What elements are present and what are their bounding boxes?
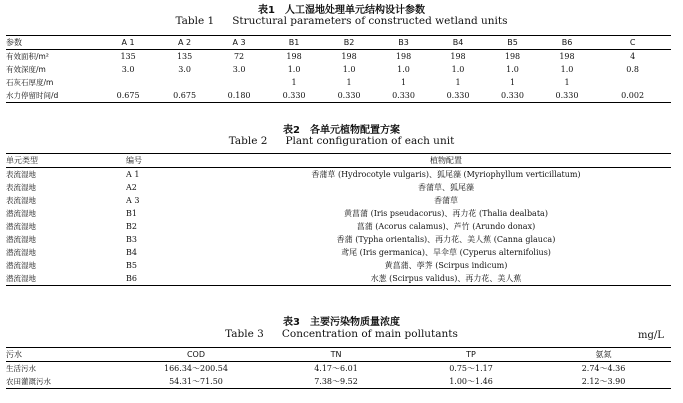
table-cell: 1.0 xyxy=(451,65,465,74)
table-row xyxy=(6,259,671,272)
table1-header: B3 xyxy=(376,36,430,50)
table-row xyxy=(6,272,671,286)
table-cell: 1.0 xyxy=(506,65,519,74)
table-cell xyxy=(157,76,211,89)
table-cell: 2.12～3.90 xyxy=(536,375,671,389)
table-row xyxy=(6,89,671,103)
table1-header: B5 xyxy=(485,36,539,50)
table-cell: 1.0 xyxy=(397,65,410,74)
table-cell: 表流湿地 xyxy=(6,170,36,179)
table-cell: 3.0 xyxy=(121,65,135,74)
table-cell: 潜流湿地 xyxy=(6,248,36,257)
table2-header: 编号 xyxy=(126,154,221,168)
table1 xyxy=(6,35,671,103)
table-cell: 有效面积/m² xyxy=(6,52,49,61)
table-cell: 0.8 xyxy=(626,65,639,74)
table1-header: B2 xyxy=(322,36,376,50)
table3-header: TN xyxy=(266,348,406,362)
table-cell: 4.17～6.01 xyxy=(314,364,358,373)
table-cell: 0.330 xyxy=(540,89,594,103)
table1-header: A 1 xyxy=(99,36,158,50)
table1-header: A 3 xyxy=(212,36,266,50)
table-cell: B6 xyxy=(126,272,221,286)
table-cell: 水力停留时间/d xyxy=(6,89,99,103)
table-cell: 0.330 xyxy=(485,89,539,103)
table-cell: 135 xyxy=(120,52,136,61)
table-cell: 0.330 xyxy=(266,89,322,103)
table3-caption-cn: 表3 主要污染物质量浓度 xyxy=(283,317,400,328)
table-cell: 农田灌溉污水 xyxy=(6,375,126,389)
table2-caption-label: Table 2 xyxy=(228,135,268,147)
table2-caption-cn: 表2 各单元植物配置方案 xyxy=(283,125,400,136)
table-row xyxy=(6,63,671,76)
table-cell: 0.330 xyxy=(376,89,430,103)
table-cell: 有效深度/m xyxy=(6,65,46,74)
table-cell: 鸢尾 (Iris germanica)、旱伞草 (Cyperus alternifolius) xyxy=(341,248,551,257)
table1-header: A 2 xyxy=(157,36,211,50)
table-cell: 水葱 (Scirpus validus)、再力花、美人蕉 xyxy=(221,272,671,286)
table-cell: B2 xyxy=(126,222,137,231)
table-cell: 198 xyxy=(395,52,412,61)
table-cell: 表流湿地 xyxy=(6,196,36,205)
table-cell: A2 xyxy=(126,183,137,192)
table-cell: 香蒲草 xyxy=(434,196,458,205)
table-cell: 香蒲 (Typha orientalis)、再力花、美人蕉 (Canna glauca) xyxy=(336,235,556,244)
table3-caption-en xyxy=(0,328,683,340)
table3-caption-label: Table 3 xyxy=(225,328,264,340)
table3-header: 氨氮 xyxy=(536,348,671,362)
table-cell: 潜流湿地 xyxy=(6,235,36,244)
table2 xyxy=(6,153,671,286)
table-row xyxy=(6,362,671,376)
table-cell: B3 xyxy=(126,235,137,244)
table-cell: 1 xyxy=(455,78,461,87)
table-cell: 1.0 xyxy=(287,65,301,74)
table-cell: 石灰石厚度/m xyxy=(6,78,54,87)
table-cell: 198 xyxy=(450,52,466,61)
table-cell: A 3 xyxy=(126,196,140,205)
table-row xyxy=(6,181,671,194)
table1-header-row xyxy=(6,36,671,50)
table3-header-row xyxy=(6,348,671,362)
table-cell: 潜流湿地 xyxy=(6,261,36,270)
table-cell: B5 xyxy=(126,261,137,270)
table-cell: 生活污水 xyxy=(6,364,36,373)
table-cell: 198 xyxy=(559,52,575,61)
table-cell: 菖蒲 (Acorus calamus)、芦竹 (Arundo donax) xyxy=(356,222,536,231)
table-cell: 香蒲草、狐尾藻 xyxy=(418,183,474,192)
table3-caption-title: Concentration of main pollutants xyxy=(281,328,458,340)
table1-caption-en xyxy=(0,15,683,27)
table-cell: 0.330 xyxy=(322,89,376,103)
table-row xyxy=(6,207,671,220)
table-cell: A 1 xyxy=(126,170,140,179)
table-cell: 香蒲草 (Hydrocotyle vulgaris)、狐尾藻 (Myriophyllum verticillatum) xyxy=(311,170,581,179)
table1-caption-title: Structural parameters of constructed wetland units xyxy=(232,15,508,27)
table1-header: B1 xyxy=(266,36,322,50)
table-row xyxy=(6,375,671,389)
table-cell: 0.675 xyxy=(99,89,158,103)
table-cell: 54.31～71.50 xyxy=(126,375,266,389)
table-cell: B4 xyxy=(126,248,137,257)
table2-header: 植物配置 xyxy=(221,154,671,168)
table3 xyxy=(6,347,671,389)
table-cell: 黄菖蒲、荸荠 (Scirpus indicum) xyxy=(384,261,508,270)
table-cell: 166.34～200.54 xyxy=(164,364,228,373)
table3-unit: mg/L xyxy=(638,330,664,341)
table-cell: 潜流湿地 xyxy=(6,272,126,286)
table-row xyxy=(6,194,671,207)
table-cell: 7.38～9.52 xyxy=(266,375,406,389)
table2-caption-en xyxy=(0,135,683,147)
table-cell: 1.00～1.46 xyxy=(406,375,536,389)
table-cell: 表流湿地 xyxy=(6,183,36,192)
table1-caption-cn: 表1 人工湿地处理单元结构设计参数 xyxy=(258,5,425,16)
table1-caption-label: Table 1 xyxy=(175,15,215,27)
table-row xyxy=(6,168,671,182)
table-cell: 3.0 xyxy=(232,65,246,74)
table1-header: B4 xyxy=(431,36,485,50)
table3-header: TP xyxy=(406,348,536,362)
table-row xyxy=(6,233,671,246)
table1-header: 参数 xyxy=(6,36,99,50)
table-cell: 潜流湿地 xyxy=(6,209,36,218)
table-cell: 1 xyxy=(400,78,407,87)
table-cell: 1 xyxy=(291,78,297,87)
table3-header: COD xyxy=(126,348,266,362)
table2-caption-title: Plant configuration of each unit xyxy=(285,135,455,147)
table-cell xyxy=(594,76,671,89)
table-cell: 1.0 xyxy=(342,65,356,74)
table-cell: 4 xyxy=(630,52,636,61)
table-cell xyxy=(99,76,158,89)
table-cell: 0.675 xyxy=(157,89,211,103)
table1-header: B6 xyxy=(540,36,594,50)
table-row xyxy=(6,220,671,233)
table-cell: 1 xyxy=(346,78,352,87)
table-cell: 198 xyxy=(504,52,521,61)
table2-header-row xyxy=(6,154,671,168)
table-row xyxy=(6,76,671,89)
table-cell: 0.002 xyxy=(594,89,671,103)
table1-header: C xyxy=(594,36,671,50)
table-row xyxy=(6,246,671,259)
table-cell: 1 xyxy=(509,78,516,87)
table-cell: 72 xyxy=(233,52,245,61)
table-cell: 3.0 xyxy=(178,65,191,74)
table3-header: 污水 xyxy=(6,348,126,362)
table-cell: 198 xyxy=(341,52,357,61)
table-cell: 0.75～1.17 xyxy=(449,364,493,373)
table-cell xyxy=(212,76,266,89)
table-cell: 0.180 xyxy=(212,89,266,103)
table-cell: B1 xyxy=(126,209,137,218)
table-cell: 1 xyxy=(564,78,570,87)
table-cell: 潜流湿地 xyxy=(6,222,36,231)
table-cell: 135 xyxy=(176,52,193,61)
table-cell: 黄菖蒲 (Iris pseudacorus)、再力花 (Thalia dealbata) xyxy=(344,209,548,218)
table-cell: 198 xyxy=(286,52,302,61)
table-cell: 2.74～4.36 xyxy=(581,364,626,373)
table-cell: 1.0 xyxy=(560,65,574,74)
table2-header: 单元类型 xyxy=(6,154,126,168)
table-row xyxy=(6,50,671,64)
table-cell: 0.330 xyxy=(431,89,485,103)
